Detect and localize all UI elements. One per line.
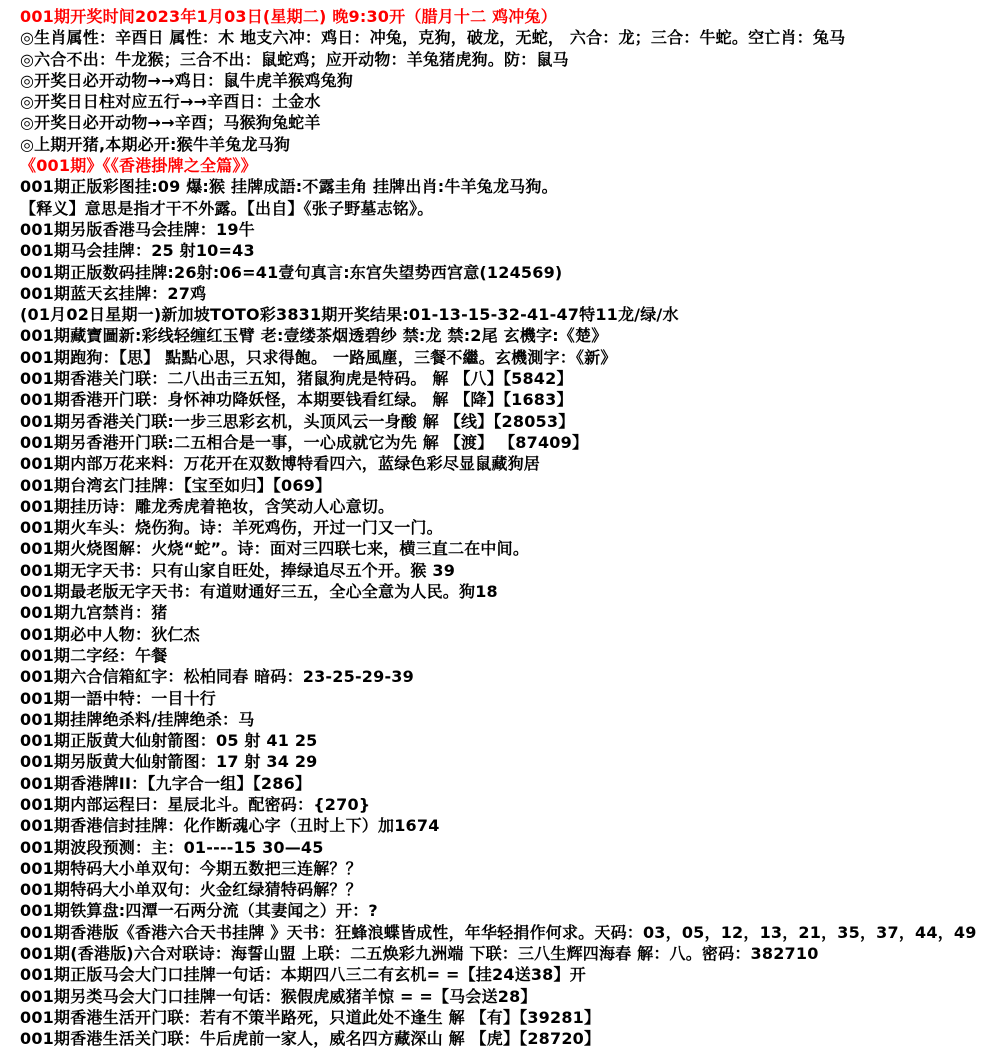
text-line: 001期香港开门联：身怀神功降妖怪，本期要钱看红绿。 解 【降】【1683】 — [20, 390, 573, 410]
text-line: ◎上期开猪,本期必开:猴牛羊兔龙马狗 — [20, 134, 291, 154]
text-line: 001期香港生活开门联：若有不策半路死，只道此处不逢生 解 【有】【39281】 — [20, 1007, 601, 1027]
text-line: 001期必中人物：狄仁杰 — [20, 624, 200, 644]
text-line: 001期火烧图解：火烧“蛇”。诗：面对三四联七来，横三直二在中间。 — [20, 539, 530, 559]
text-line: 001期香港信封挂牌：化作断魂心字（丑时上下）加1674 — [20, 816, 440, 836]
text-line: 001期挂牌绝杀料/挂牌绝杀：马 — [20, 709, 255, 729]
text-line: 001期特码大小单双句：火金红绿猜特码解？？ — [20, 880, 362, 900]
text-line: 001期香港版《香港六合天书挂牌 》天书：狂蜂浪蝶皆成性，年华轻捐作何求。天码：03，05，12，13，21，35，37，44，49 — [20, 922, 977, 942]
text-line: 001期(香港版)六合对联诗：海誓山盟 上联：二五焕彩九洲端 下联：三八生辉四海春 解：八。密码：382710 — [20, 944, 819, 964]
text-line: 001期最老版无字天书：有道财通好三五，全心全意为人民。狗18 — [20, 582, 498, 602]
text-line: 001期跑狗：【思】 點點心思，只求得飽。 一路風塵，三餐不繼。玄機測字：《新》 — [20, 347, 617, 367]
text-line: 001期蓝天玄挂牌：27鸡 — [20, 283, 207, 303]
text-line: 001期二字经：午餐 — [20, 645, 168, 665]
text-line: 001期挂历诗：雕龙秀虎着艳妆，含笑动人心意切。 — [20, 496, 395, 516]
text-line: 001期波段预测：主：01----15 30—45 — [20, 837, 324, 857]
text-line: 001期香港牌II：【九字合一组】【286】 — [20, 773, 312, 793]
text-line: 001期马会挂牌：25 射10=43 — [20, 241, 255, 261]
text-line: 001期内部运程曰：星辰北斗。配密码：{270} — [20, 794, 371, 814]
text-line: 001期特码大小单双句：今期五数把三连解？？ — [20, 858, 362, 878]
text-line: 001期无字天书：只有山家自旺处，捧绿追尽五个开。猴 39 — [20, 560, 456, 580]
text-line: (01月02日星期一)新加坡TOTO彩3831期开奖结果:01-13-15-32-41-47特11龙/绿/水 — [20, 305, 679, 325]
text-line: 001期铁算盘:四潭一石两分流（其妻闻之）开：? — [20, 901, 378, 921]
text-line: 001期正版马会大门口挂牌一句话：本期四八三二有玄机= =【挂24送38】开 — [20, 965, 586, 985]
text-line: 001期台湾玄门挂牌：【宝至如归】【069】 — [20, 475, 332, 495]
text-line: 001期六合信箱紅字：松柏同春 暗码：23-25-29-39 — [20, 667, 414, 687]
text-line: 001期九宫禁肖：猪 — [20, 603, 168, 623]
text-line: ◎开奖日必开动物→→鸡日：鼠牛虎羊猴鸡兔狗 — [20, 70, 353, 90]
text-line: 001期正版黄大仙射箭图：05 射 41 25 — [20, 731, 318, 751]
text-line: 001期正版彩图挂:09 爆:猴 挂牌成語:不露圭角 挂牌出肖:牛羊兔龙马狗。 — [20, 177, 558, 197]
text-line: 001期内部万花来料：万花开在双数博特看四六，蓝绿色彩尽显鼠藏狗居 — [20, 454, 540, 474]
text-line: 【释义】意思是指才干不外露。【出自】《张子野墓志铭》。 — [20, 198, 434, 218]
text-line: 《001期》《《香港掛牌之全篇》》 — [20, 156, 257, 176]
text-line: ◎开奖日必开动物→→辛酉；马猴狗兔蛇羊 — [20, 113, 321, 133]
text-line: ◎生肖属性：辛酉日 属性：木 地支六冲：鸡日：冲兔，克狗，破龙，无蛇， 六合：龙；三合：牛蛇。空亡肖：兔马 — [20, 28, 846, 48]
text-line: 001期另版香港马会挂牌：19牛 — [20, 219, 255, 239]
text-line: 001期另香港开门联:二五相合是一事，一心成就它为先 解 【渡】 【87409】 — [20, 432, 589, 452]
text-line: ◎开奖日日柱对应五行→→辛酉日：土金水 — [20, 92, 321, 112]
text-line: 001期开奖时间2023年1月03日(星期二) 晚9:30开（腊月十二 鸡冲兔） — [20, 7, 557, 26]
text-line: 001期另香港关门联:一步三思彩玄机，头顶风云一身酸 解 【线】【28053】 — [20, 411, 575, 431]
text-line: 001期藏寶圖新:彩线轻缠红玉臂 老:壹缕茶烟透碧纱 禁:龙 禁:2尾 玄機字:《楚》 — [20, 326, 608, 346]
text-line: 001期另类马会大门口挂牌一句话：猴假虎威猪羊惊 = =【马会送28】 — [20, 986, 537, 1006]
text-line: 001期正版数码挂牌:26射:06=41壹句真言:东宫失望势西宫意(124569) — [20, 262, 563, 282]
text-lines-container — [20, 6, 992, 1050]
text-line: ◎六合不出：牛龙猴；三合不出：鼠蛇鸡；应开动物：羊兔猪虎狗。防：鼠马 — [20, 49, 569, 69]
text-line: 001期另版黄大仙射箭图：17 射 34 29 — [20, 752, 318, 772]
text-line: 001期香港关门联：二八出击三五知，猪鼠狗虎是特码。 解 【八】【5842】 — [20, 369, 573, 389]
text-line: 001期香港生活关门联：牛后虎前一家人，威名四方藏深山 解 【虎】【28720】 — [20, 1029, 601, 1049]
text-line: 001期一語中特：一目十行 — [20, 688, 216, 708]
text-line: 001期火车头：烧伤狗。诗：羊死鸡伤，开过一门又一门。 — [20, 518, 443, 538]
